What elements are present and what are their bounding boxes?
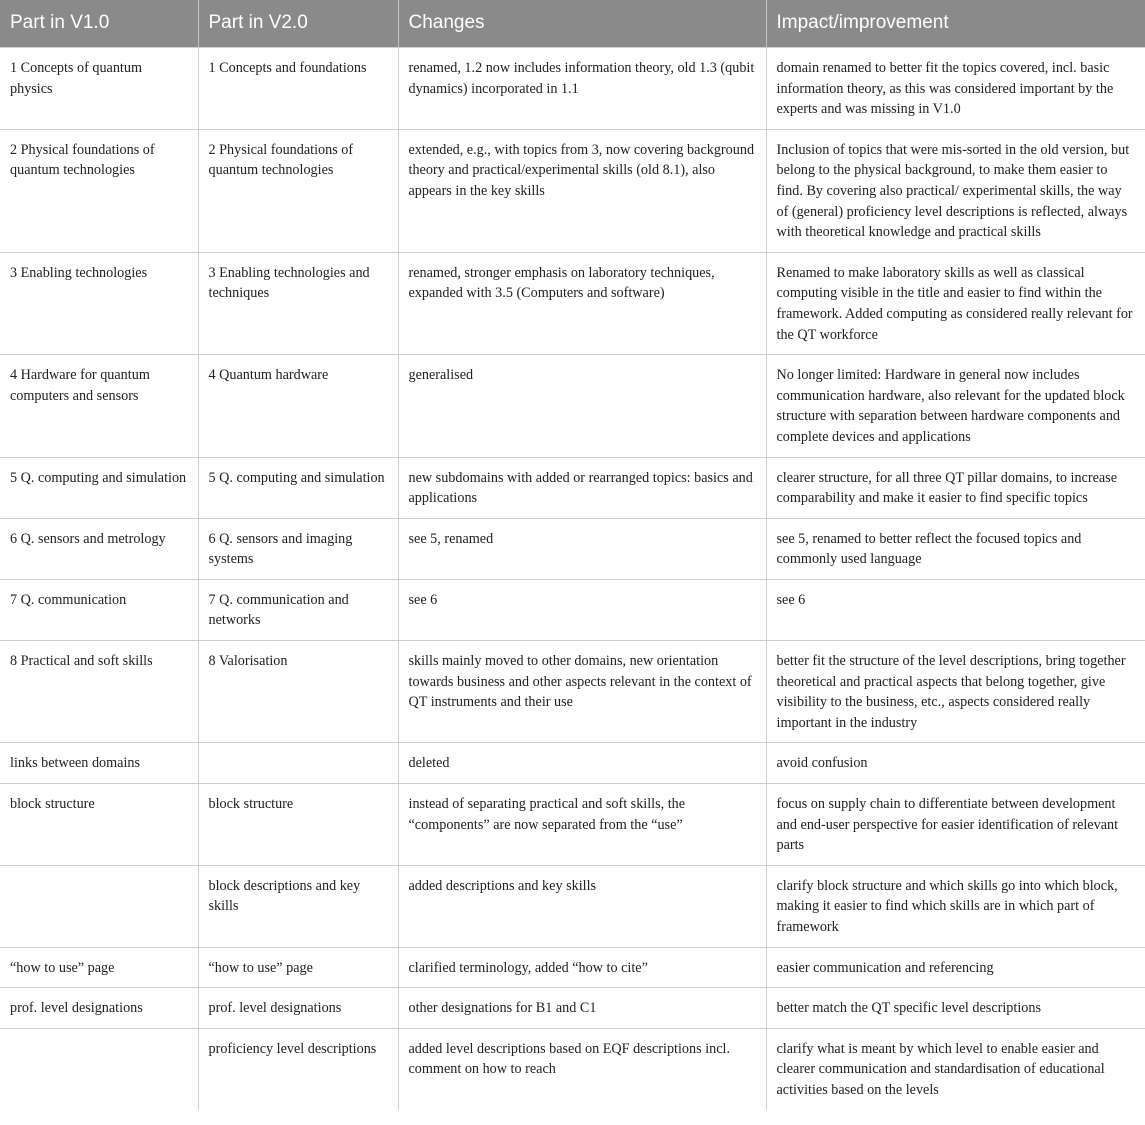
cell-part-v1: links between domains — [0, 743, 198, 784]
cell-impact: better fit the structure of the level descriptions, bring together theoretical and practical aspects that belong together, give visibility to the business, etc., aspects considered really important in the industry — [766, 641, 1145, 743]
cell-part-v1: 7 Q. communication — [0, 579, 198, 640]
cell-part-v1 — [0, 1028, 198, 1109]
cell-changes: extended, e.g., with topics from 3, now covering background theory and practical/experimental skills (old 8.1), also appears in the key skills — [398, 129, 766, 252]
table-row — [0, 457, 1145, 518]
cell-part-v2: 1 Concepts and foundations — [198, 48, 398, 130]
table-row — [0, 518, 1145, 579]
cell-changes: other designations for B1 and C1 — [398, 988, 766, 1029]
table-row — [0, 988, 1145, 1029]
table-row — [0, 865, 1145, 947]
cell-part-v1: 3 Enabling technologies — [0, 252, 198, 354]
cell-changes: see 6 — [398, 579, 766, 640]
header-part-v2: Part in V2.0 — [198, 0, 398, 48]
cell-changes: new subdomains with added or rearranged topics: basics and applications — [398, 457, 766, 518]
cell-impact: better match the QT specific level descriptions — [766, 988, 1145, 1029]
cell-impact: see 5, renamed to better reflect the focused topics and commonly used language — [766, 518, 1145, 579]
cell-impact: domain renamed to better fit the topics covered, incl. basic information theory, as this was considered important by the experts and was missing in V1.0 — [766, 48, 1145, 130]
table-row — [0, 784, 1145, 866]
cell-impact: avoid confusion — [766, 743, 1145, 784]
cell-impact: clarify block structure and which skills go into which block, making it easier to find which skills are in which part of framework — [766, 865, 1145, 947]
cell-part-v2: 3 Enabling technologies and techniques — [198, 252, 398, 354]
cell-changes: renamed, 1.2 now includes information theory, old 1.3 (qubit dynamics) incorporated in 1.1 — [398, 48, 766, 130]
cell-part-v2: 4 Quantum hardware — [198, 355, 398, 457]
cell-impact: clearer structure, for all three QT pillar domains, to increase comparability and make it easier to find specific topics — [766, 457, 1145, 518]
cell-impact: see 6 — [766, 579, 1145, 640]
header-row — [0, 0, 1145, 48]
cell-part-v2: 5 Q. computing and simulation — [198, 457, 398, 518]
cell-part-v1: 1 Concepts of quantum physics — [0, 48, 198, 130]
cell-changes: added descriptions and key skills — [398, 865, 766, 947]
cell-part-v2: prof. level designations — [198, 988, 398, 1029]
cell-part-v2: proficiency level descriptions — [198, 1028, 398, 1109]
cell-part-v1: prof. level designations — [0, 988, 198, 1029]
cell-part-v2: 7 Q. communication and networks — [198, 579, 398, 640]
header-changes: Changes — [398, 0, 766, 48]
table-row — [0, 1028, 1145, 1109]
cell-impact: Renamed to make laboratory skills as well as classical computing visible in the title and easier to find within the framework. Added computing as considered really relevant for the QT workforce — [766, 252, 1145, 354]
cell-part-v2: block descriptions and key skills — [198, 865, 398, 947]
table-row — [0, 355, 1145, 457]
header-part-v1: Part in V1.0 — [0, 0, 198, 48]
cell-changes: skills mainly moved to other domains, new orientation towards business and other aspects relevant in the context of QT instruments and their use — [398, 641, 766, 743]
cell-changes: see 5, renamed — [398, 518, 766, 579]
header-impact: Impact/improvement — [766, 0, 1145, 48]
cell-part-v1: block structure — [0, 784, 198, 866]
cell-changes: clarified terminology, added “how to cite” — [398, 947, 766, 988]
cell-part-v2 — [198, 743, 398, 784]
cell-part-v1 — [0, 865, 198, 947]
cell-impact: Inclusion of topics that were mis-sorted in the old version, but belong to the physical background, to make them easier to find. By covering also practical/ experimental skills, the way of (general) proficiency level descriptions is reflected, always with theoretical knowledge and practical skills — [766, 129, 1145, 252]
cell-part-v1: 2 Physical foundations of quantum technologies — [0, 129, 198, 252]
cell-part-v1: “how to use” page — [0, 947, 198, 988]
cell-part-v2: block structure — [198, 784, 398, 866]
cell-changes: generalised — [398, 355, 766, 457]
cell-impact: No longer limited: Hardware in general now includes communication hardware, also relevant for the updated block structure with separation between hardware components and complete devices and applications — [766, 355, 1145, 457]
cell-changes: deleted — [398, 743, 766, 784]
cell-part-v1: 5 Q. computing and simulation — [0, 457, 198, 518]
table-row — [0, 48, 1145, 130]
cell-impact: focus on supply chain to differentiate between development and end-user perspective for easier identification of relevant parts — [766, 784, 1145, 866]
table-row — [0, 129, 1145, 252]
cell-part-v1: 4 Hardware for quantum computers and sensors — [0, 355, 198, 457]
cell-changes: renamed, stronger emphasis on laboratory techniques, expanded with 3.5 (Computers and software) — [398, 252, 766, 354]
cell-changes: added level descriptions based on EQF descriptions incl. comment on how to reach — [398, 1028, 766, 1109]
cell-part-v2: 8 Valorisation — [198, 641, 398, 743]
table-row — [0, 579, 1145, 640]
table-row — [0, 641, 1145, 743]
cell-impact: clarify what is meant by which level to enable easier and clearer communication and standardisation of educational activities based on the levels — [766, 1028, 1145, 1109]
cell-part-v2: 2 Physical foundations of quantum technologies — [198, 129, 398, 252]
cell-part-v2: 6 Q. sensors and imaging systems — [198, 518, 398, 579]
cell-impact: easier communication and referencing — [766, 947, 1145, 988]
cell-part-v1: 8 Practical and soft skills — [0, 641, 198, 743]
cell-part-v1: 6 Q. sensors and metrology — [0, 518, 198, 579]
table-row — [0, 947, 1145, 988]
table-row — [0, 252, 1145, 354]
table-row — [0, 743, 1145, 784]
cell-changes: instead of separating practical and soft skills, the “components” are now separated from the “use” — [398, 784, 766, 866]
cell-part-v2: “how to use” page — [198, 947, 398, 988]
